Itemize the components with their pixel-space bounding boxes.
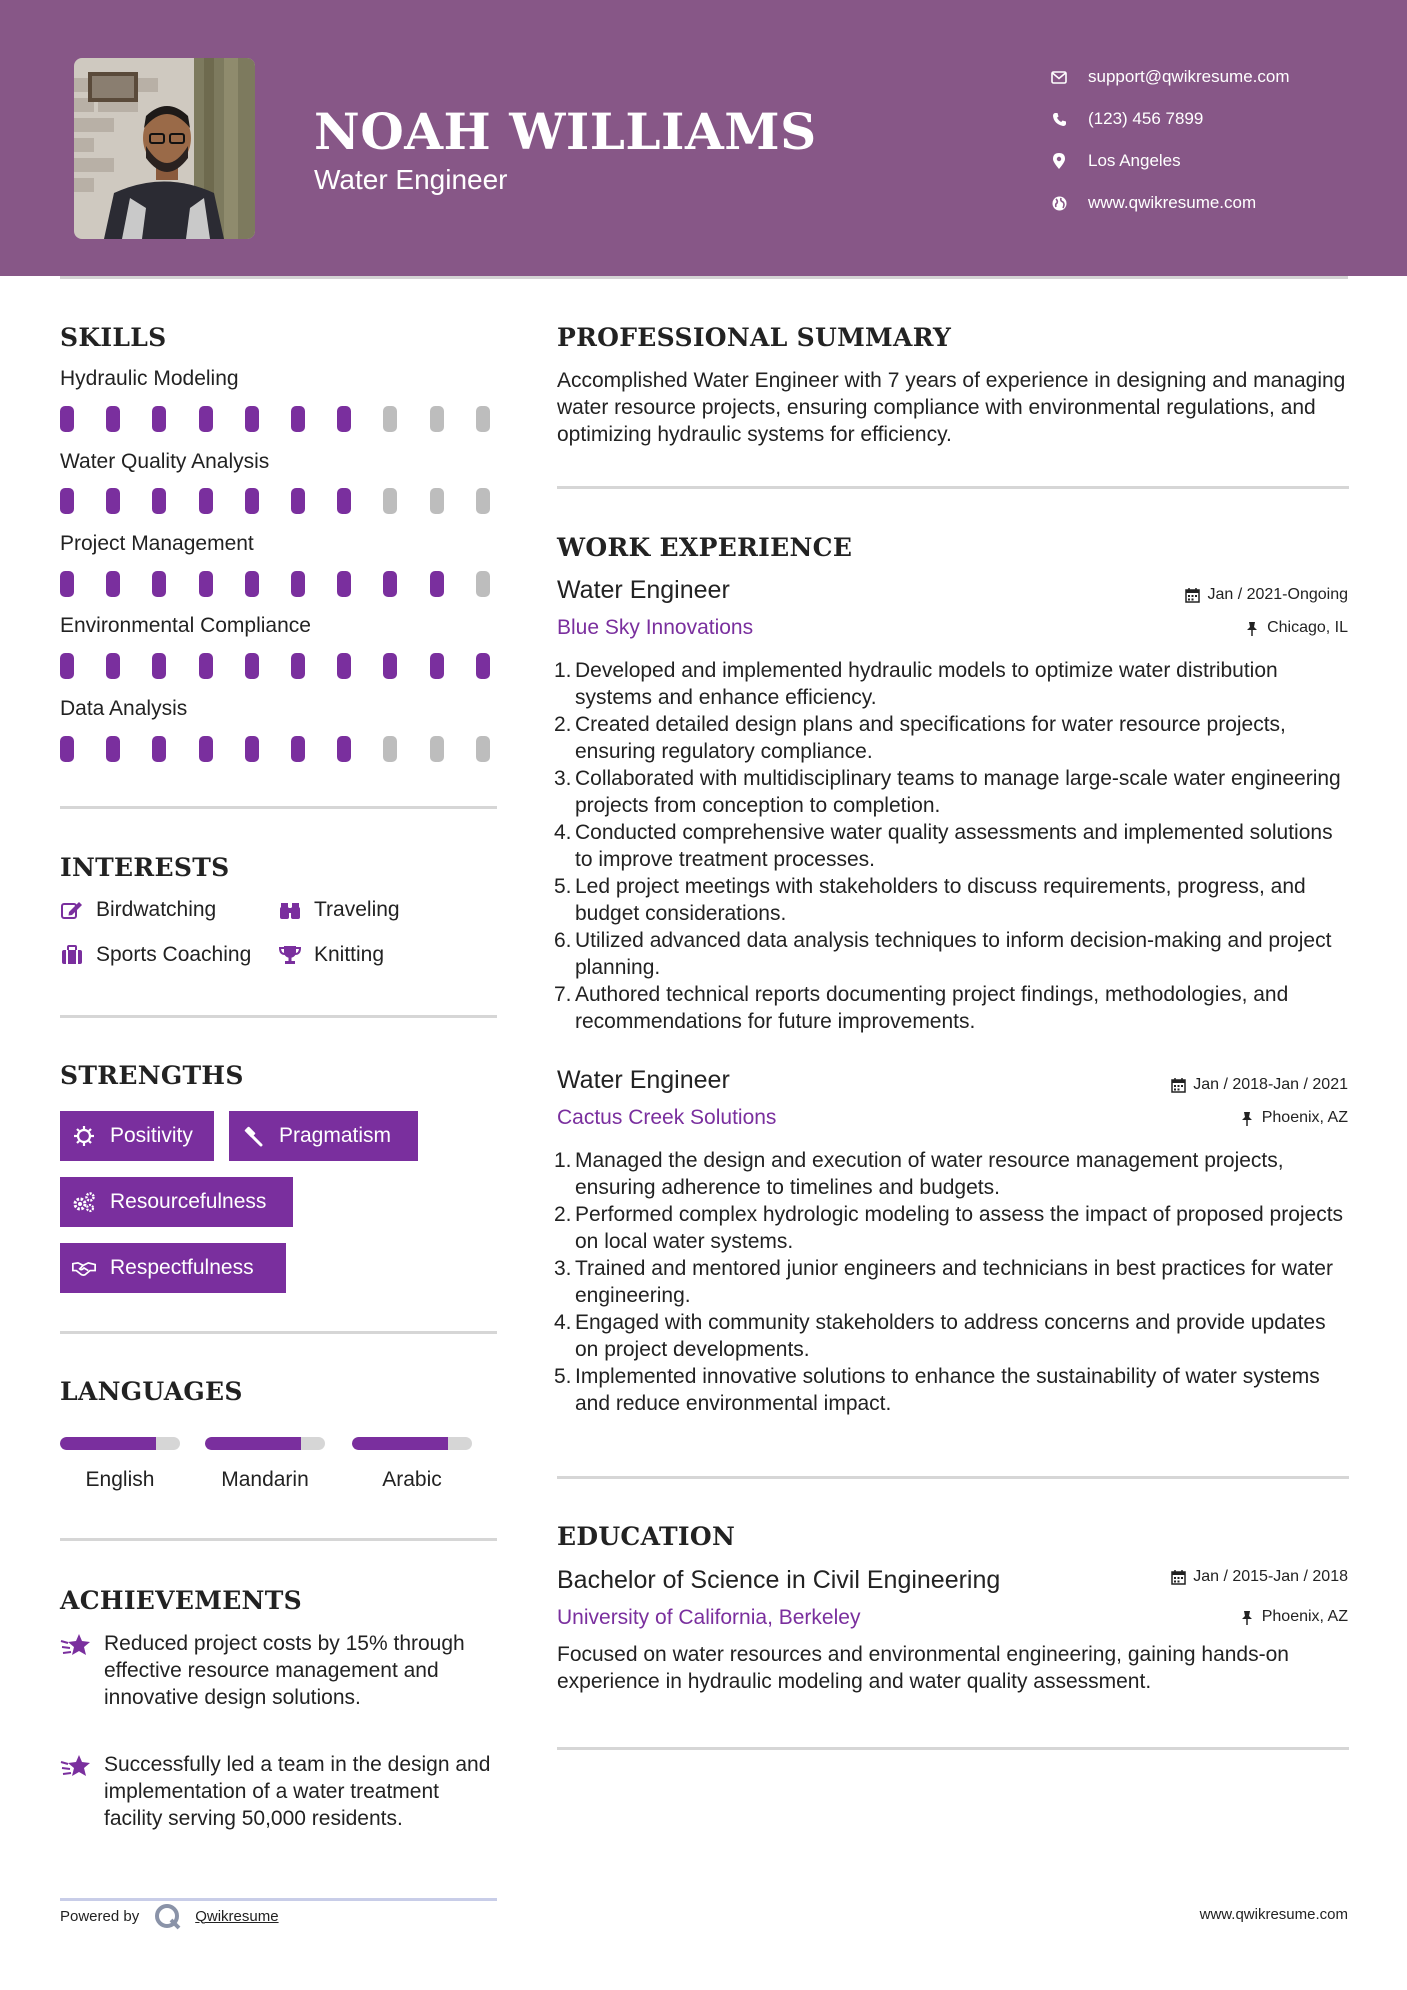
skill-rating xyxy=(60,653,522,679)
list-item: 4. Conducted comprehensive water quality assessments and implemented solutions to improve treatment processes. xyxy=(554,821,1333,871)
handshake-icon xyxy=(72,1256,96,1280)
list-item: 6. Utilized advanced data analysis techniques to inform decision-making and project planning. xyxy=(554,929,1332,979)
skill-pill-filled xyxy=(291,571,305,597)
qwikresume-logo-icon xyxy=(153,1902,183,1930)
pushpin-icon xyxy=(1244,620,1260,636)
job-title: Water Engineer xyxy=(557,1066,730,1094)
skill-pill-empty xyxy=(383,406,397,432)
section-divider xyxy=(60,1331,497,1334)
skill-pill-filled xyxy=(291,488,305,514)
education-location: Phoenix, AZ xyxy=(1239,1608,1348,1626)
summary-text: Accomplished Water Engineer with 7 years of experience in designing and managing water resource projects, ensuring compliance with environmental regulations, and optimizing hydraulic systems for efficiency. xyxy=(557,369,1346,446)
qwikresume-link[interactable]: Qwikresume xyxy=(195,1907,279,1925)
language-level-bar xyxy=(352,1437,472,1450)
calendar-icon xyxy=(1170,1077,1186,1093)
skill-pill-empty xyxy=(383,736,397,762)
interest-item: Traveling xyxy=(278,898,400,922)
language-name: Mandarin xyxy=(221,1468,309,1491)
section-divider xyxy=(60,1015,497,1018)
contact-location: Los Angeles xyxy=(1050,140,1290,182)
gavel-icon xyxy=(241,1124,265,1148)
powered-by: Powered by Qwikresume xyxy=(60,1902,279,1930)
summary-heading: PROFESSIONAL SUMMARY xyxy=(557,323,952,352)
education-dates: Jan / 2015-Jan / 2018 xyxy=(1170,1568,1348,1586)
skill-pill-filled xyxy=(106,653,120,679)
briefcase-icon xyxy=(60,943,84,967)
skill-name: Water Quality Analysis xyxy=(60,450,270,473)
interest-item: Sports Coaching xyxy=(60,943,251,967)
skill-pill-empty xyxy=(430,488,444,514)
job-responsibilities xyxy=(554,1147,1349,1417)
skill-pill-filled xyxy=(106,571,120,597)
skill-pill-empty xyxy=(476,406,490,432)
footer-url[interactable]: www.qwikresume.com xyxy=(1199,1906,1348,1923)
language-name: Arabic xyxy=(382,1468,442,1491)
skill-pill-filled xyxy=(152,488,166,514)
section-divider xyxy=(557,486,1349,489)
skill-pill-filled xyxy=(60,406,74,432)
contact-phone[interactable]: (123) 456 7899 xyxy=(1050,98,1290,140)
calendar-icon xyxy=(1184,587,1200,603)
skill-pill-filled xyxy=(291,406,305,432)
location-pin-icon xyxy=(1050,152,1068,170)
list-item: 2. Performed complex hydrologic modeling to assess the impact of proposed projects on local water systems. xyxy=(554,1203,1344,1253)
skill-pill-filled xyxy=(337,488,351,514)
experience-heading: WORK EXPERIENCE xyxy=(557,533,853,562)
skill-pill-filled xyxy=(430,653,444,679)
section-divider xyxy=(60,1538,497,1541)
list-item: 7. Authored technical reports documenting project findings, methodologies, and recommendations for future improvements. xyxy=(554,983,1289,1033)
interest-item: Birdwatching xyxy=(60,898,216,922)
list-item: 5. Implemented innovative solutions to enhance the sustainability of water systems and reduce environmental impact. xyxy=(554,1365,1320,1415)
skill-pill-filled xyxy=(152,571,166,597)
skill-pill-filled xyxy=(337,571,351,597)
footer-divider xyxy=(60,1898,497,1901)
skill-pill-filled xyxy=(430,571,444,597)
skill-pill-empty xyxy=(476,736,490,762)
languages-heading: LANGUAGES xyxy=(60,1377,243,1406)
candidate-role: Water Engineer xyxy=(314,164,508,195)
strengths-heading: STRENGTHS xyxy=(60,1061,244,1090)
interests-heading: INTERESTS xyxy=(60,853,230,882)
calendar-icon xyxy=(1170,1569,1186,1585)
skill-rating xyxy=(60,571,522,597)
list-item: 1. Managed the design and execution of water resource management projects, ensuring adherence to timelines and budgets. xyxy=(554,1149,1284,1199)
job-dates: Jan / 2021-Ongoing xyxy=(1184,586,1348,604)
pencil-square-icon xyxy=(60,898,84,922)
skill-pill-filled xyxy=(60,488,74,514)
language-name: English xyxy=(85,1468,155,1491)
list-item: 3. Trained and mentored junior engineers and technicians in best practices for water engineering. xyxy=(554,1257,1333,1307)
education-heading: EDUCATION xyxy=(557,1522,736,1551)
shooting-star-icon xyxy=(60,1753,92,1781)
skill-pill-filled xyxy=(383,571,397,597)
skill-pill-filled xyxy=(337,736,351,762)
profile-photo xyxy=(74,58,255,239)
company-name: Cactus Creek Solutions xyxy=(557,1106,777,1129)
skill-pill-filled xyxy=(383,653,397,679)
skill-pill-filled xyxy=(291,736,305,762)
job-location: Phoenix, AZ xyxy=(1239,1109,1348,1127)
skill-pill-filled xyxy=(245,653,259,679)
skill-rating xyxy=(60,406,522,432)
pushpin-icon xyxy=(1239,1609,1255,1625)
skill-pill-filled xyxy=(199,406,213,432)
skills-heading: SKILLS xyxy=(60,323,167,352)
skill-pill-filled xyxy=(199,653,213,679)
section-divider xyxy=(60,806,497,809)
achievements-heading: ACHIEVEMENTS xyxy=(60,1586,302,1615)
list-item: 1. Developed and implemented hydraulic models to optimize water distribution systems and enhance efficiency. xyxy=(554,659,1278,709)
job-responsibilities xyxy=(554,657,1349,1035)
skill-pill-empty xyxy=(476,571,490,597)
contact-email[interactable]: support@qwikresume.com xyxy=(1050,56,1290,98)
contact-list xyxy=(1050,56,1290,224)
cogs-icon xyxy=(72,1190,96,1214)
strength-badge: Resourcefulness xyxy=(60,1177,293,1227)
skill-pill-filled xyxy=(337,406,351,432)
skill-pill-filled xyxy=(60,571,74,597)
skill-pill-filled xyxy=(152,736,166,762)
skill-pill-filled xyxy=(199,736,213,762)
skill-pill-filled xyxy=(106,736,120,762)
language-level-bar xyxy=(60,1437,180,1450)
list-item: 4. Engaged with community stakeholders to address concerns and provide updates on project developments. xyxy=(554,1311,1326,1361)
strength-badge: Positivity xyxy=(60,1111,214,1161)
skill-pill-filled xyxy=(245,736,259,762)
contact-website[interactable]: www.qwikresume.com xyxy=(1050,182,1290,224)
list-item: 2. Created detailed design plans and specifications for water resource projects, ensuring regulatory compliance. xyxy=(554,713,1286,763)
header-divider xyxy=(60,276,1348,279)
skill-pill-filled xyxy=(152,653,166,679)
strength-badge: Pragmatism xyxy=(229,1111,418,1161)
skill-pill-filled xyxy=(245,488,259,514)
school-name: University of California, Berkeley xyxy=(557,1606,861,1629)
job-title: Water Engineer xyxy=(557,576,730,604)
envelope-icon xyxy=(1050,68,1068,86)
section-divider xyxy=(557,1747,1349,1750)
resume-header xyxy=(0,0,1407,276)
list-item: 3. Collaborated with multidisciplinary teams to manage large-scale water engineering projects from conception to completion. xyxy=(554,767,1341,817)
pushpin-icon xyxy=(1239,1110,1255,1126)
trophy-icon xyxy=(278,943,302,967)
shooting-star-icon xyxy=(60,1632,92,1660)
skill-pill-empty xyxy=(430,736,444,762)
phone-icon xyxy=(1050,110,1068,128)
job-dates: Jan / 2018-Jan / 2021 xyxy=(1170,1076,1348,1094)
skill-rating xyxy=(60,736,522,762)
candidate-name: NOAH WILLIAMS xyxy=(314,102,817,161)
education-description: Focused on water resources and environmental engineering, gaining hands-on experience in hydraulic modeling and water quality assessment. xyxy=(557,1643,1289,1693)
skill-pill-empty xyxy=(476,488,490,514)
skill-pill-filled xyxy=(106,488,120,514)
section-divider xyxy=(557,1476,1349,1479)
skill-pill-filled xyxy=(152,406,166,432)
skill-pill-filled xyxy=(337,653,351,679)
skill-pill-filled xyxy=(60,736,74,762)
language-level-bar xyxy=(205,1437,325,1450)
skill-pill-filled xyxy=(245,571,259,597)
skill-name: Data Analysis xyxy=(60,697,188,720)
skill-name: Project Management xyxy=(60,532,254,555)
sun-icon xyxy=(72,1124,96,1148)
skill-name: Hydraulic Modeling xyxy=(60,367,239,390)
skill-pill-filled xyxy=(199,571,213,597)
skill-name: Environmental Compliance xyxy=(60,614,311,637)
skill-pill-filled xyxy=(245,406,259,432)
skill-pill-filled xyxy=(199,488,213,514)
achievement-item: Reduced project costs by 15% through effective resource management and innovative design solutions. xyxy=(60,1630,500,1711)
skill-pill-filled xyxy=(476,653,490,679)
skill-pill-empty xyxy=(430,406,444,432)
interest-item: Knitting xyxy=(278,943,384,967)
job-location: Chicago, IL xyxy=(1244,619,1348,637)
globe-icon xyxy=(1050,194,1068,212)
binoculars-icon xyxy=(278,898,302,922)
achievement-item: Successfully led a team in the design and implementation of a water treatment facility serving 50,000 residents. xyxy=(60,1751,500,1832)
skill-pill-empty xyxy=(383,488,397,514)
list-item: 5. Led project meetings with stakeholders to discuss requirements, progress, and budget considerations. xyxy=(554,875,1306,925)
skill-pill-filled xyxy=(106,406,120,432)
strength-badge: Respectfulness xyxy=(60,1243,286,1293)
skill-pill-filled xyxy=(60,653,74,679)
skill-rating xyxy=(60,488,522,514)
company-name: Blue Sky Innovations xyxy=(557,616,754,639)
degree-title: Bachelor of Science in Civil Engineering xyxy=(557,1566,1001,1594)
skill-pill-filled xyxy=(291,653,305,679)
